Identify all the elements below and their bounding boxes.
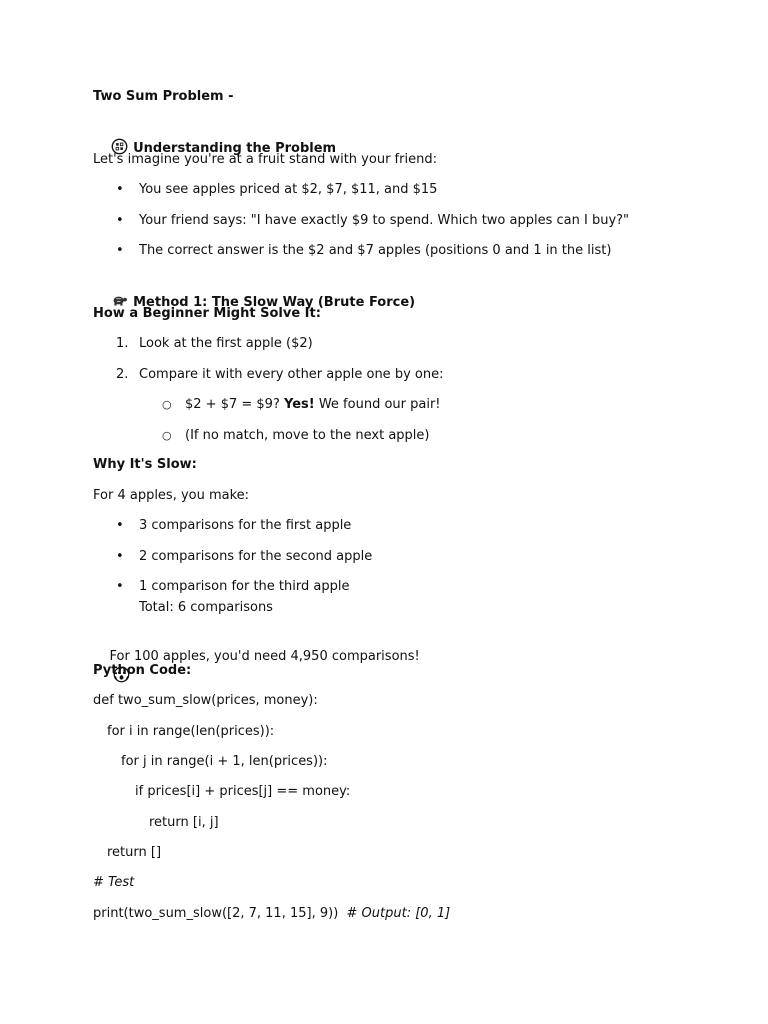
code-output-comment: # Output: [0, 1] <box>346 906 451 921</box>
substep-text: We found our pair! <box>314 397 441 412</box>
why-intro: For 4 apples, you make: <box>93 488 250 503</box>
list-item: The correct answer is the $2 and $7 apples (positions 0 and 1 in the list) <box>139 243 612 258</box>
subheading-python-code: Python Code: <box>93 663 192 678</box>
subheading-why-slow: Why It's Slow: <box>93 457 197 472</box>
code-comment: # Test <box>93 875 135 890</box>
substep-text: $2 + $7 = $9? <box>185 397 284 412</box>
hundred-text: For 100 apples, you'd need 4,950 comparisons! <box>109 649 420 664</box>
list-item: (If no match, move to the next apple) <box>185 428 430 443</box>
subheading-beginner: How a Beginner Might Solve It: <box>93 306 321 321</box>
list-item: Your friend says: "I have exactly $9 to spend. Which two apples can I buy?" <box>139 213 630 228</box>
code-print: print(two_sum_slow([2, 7, 11, 15], 9)) <box>93 906 347 921</box>
step-number: 1. <box>116 336 129 351</box>
list-item: 1 comparison for the third apple <box>139 579 350 594</box>
bullet-marker: • <box>116 243 124 258</box>
list-item: You see apples priced at $2, $7, $11, and $15 <box>139 182 438 197</box>
intro-paragraph: Let's imagine you're at a fruit stand with your friend: <box>93 152 437 167</box>
list-item <box>185 396 441 414</box>
bullet-marker: • <box>116 549 124 564</box>
step-number: 2. <box>116 367 129 382</box>
code-line: def two_sum_slow(prices, money): <box>93 693 318 708</box>
list-item: 2 comparisons for the second apple <box>139 549 373 564</box>
bullet-marker: • <box>116 579 124 594</box>
sub-bullet-marker: ○ <box>162 398 172 411</box>
section-heading-text: Understanding the Problem <box>133 141 337 156</box>
list-item: Look at the first apple ($2) <box>139 336 313 351</box>
substep-emphasis: Yes! <box>283 397 315 412</box>
code-line: return [i, j] <box>149 815 219 830</box>
code-line: for i in range(len(prices)): <box>107 724 275 739</box>
doc-title: Two Sum Problem - <box>93 89 234 104</box>
bullet-marker: • <box>116 518 124 533</box>
section-heading-text: Method 1: The Slow Way (Brute Force) <box>133 295 416 310</box>
code-print-line <box>93 905 450 923</box>
code-line: return [] <box>107 845 162 860</box>
total-text: Total: 6 comparisons <box>139 600 273 615</box>
code-line: for j in range(i + 1, len(prices)): <box>121 754 328 769</box>
bullet-marker: • <box>116 213 124 228</box>
list-item: 3 comparisons for the first apple <box>139 518 352 533</box>
bullet-marker: • <box>116 182 124 197</box>
code-line: if prices[i] + prices[j] == money: <box>135 784 351 799</box>
sub-bullet-marker: ○ <box>162 429 172 442</box>
list-item: Compare it with every other apple one by one: <box>139 367 444 382</box>
